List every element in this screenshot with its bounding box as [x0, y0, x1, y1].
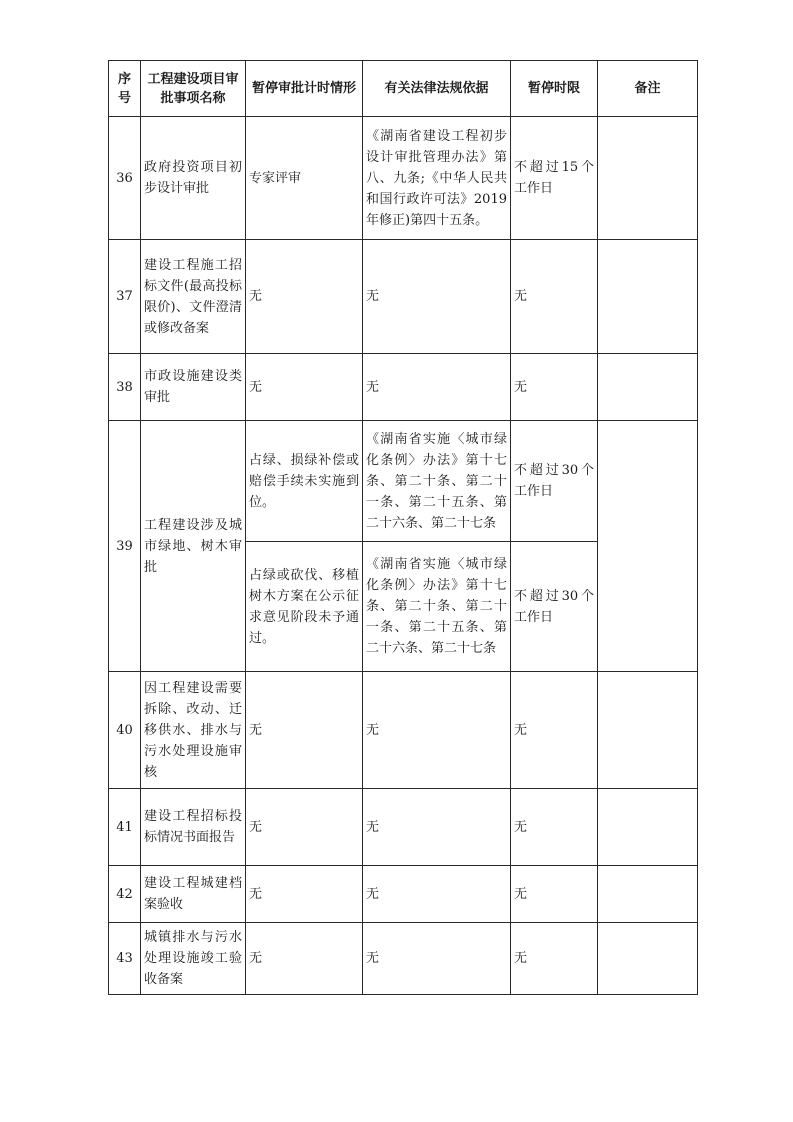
suspension-situation: 无 [246, 866, 363, 923]
legal-basis: 无 [363, 672, 511, 789]
suspension-situation: 专家评审 [246, 117, 363, 240]
time-limit: 无 [511, 866, 598, 923]
suspension-situation: 无 [246, 240, 363, 354]
row-number: 39 [109, 421, 141, 672]
legal-basis: 无 [363, 866, 511, 923]
remarks [598, 866, 698, 923]
item-name: 政府投资项目初步设计审批 [141, 117, 246, 240]
table-row [109, 421, 698, 542]
remarks [598, 923, 698, 995]
table-row [109, 117, 698, 240]
row-number: 40 [109, 672, 141, 789]
table-row [109, 672, 698, 789]
item-name: 城镇排水与污水处理设施竣工验收备案 [141, 923, 246, 995]
time-limit: 无 [511, 789, 598, 866]
time-limit: 不超过30个工作日 [511, 542, 598, 672]
remarks [598, 421, 698, 672]
remarks [598, 789, 698, 866]
suspension-situation: 无 [246, 672, 363, 789]
table-header-row [109, 61, 698, 117]
header-suspension-situation: 暂停审批计时情形 [246, 61, 363, 117]
table-row [109, 866, 698, 923]
table-row [109, 354, 698, 421]
table-row [109, 240, 698, 354]
header-time-limit: 暂停时限 [511, 61, 598, 117]
header-seq: 序号 [109, 61, 141, 117]
legal-basis: 无 [363, 354, 511, 421]
legal-basis: 《湖南省实施〈城市绿化条例〉办法》第十七条、第二十条、第二十一条、第二十五条、第二十六条、第二十七条 [363, 542, 511, 672]
time-limit: 无 [511, 240, 598, 354]
header-item-name: 工程建设项目审批事项名称 [141, 61, 246, 117]
time-limit: 无 [511, 672, 598, 789]
row-number: 36 [109, 117, 141, 240]
remarks [598, 672, 698, 789]
row-number: 37 [109, 240, 141, 354]
suspension-situation: 无 [246, 354, 363, 421]
header-legal-basis: 有关法律法规依据 [363, 61, 511, 117]
row-number: 38 [109, 354, 141, 421]
row-number: 43 [109, 923, 141, 995]
remarks [598, 240, 698, 354]
row-number: 42 [109, 866, 141, 923]
item-name: 建设工程施工招标文件(最高投标限价)、文件澄清或修改备案 [141, 240, 246, 354]
suspension-situation: 无 [246, 789, 363, 866]
item-name: 建设工程招标投标情况书面报告 [141, 789, 246, 866]
suspension-situation: 占绿或砍伐、移植树木方案在公示征求意见阶段未予通过。 [246, 542, 363, 672]
time-limit: 无 [511, 354, 598, 421]
legal-basis: 《湖南省实施〈城市绿化条例〉办法》第十七条、第二十条、第二十一条、第二十五条、第二十六条、第二十七条 [363, 421, 511, 542]
legal-basis: 无 [363, 923, 511, 995]
time-limit: 不超过30个工作日 [511, 421, 598, 542]
approval-suspension-table [108, 60, 698, 995]
table-row [109, 923, 698, 995]
item-name: 因工程建设需要拆除、改动、迁移供水、排水与污水处理设施审核 [141, 672, 246, 789]
suspension-situation: 无 [246, 923, 363, 995]
legal-basis: 无 [363, 789, 511, 866]
item-name: 建设工程城建档案验收 [141, 866, 246, 923]
item-name: 工程建设涉及城市绿地、树木审批 [141, 421, 246, 672]
suspension-situation: 占绿、损绿补偿或赔偿手续未实施到位。 [246, 421, 363, 542]
time-limit: 不超过15个工作日 [511, 117, 598, 240]
item-name: 市政设施建设类审批 [141, 354, 246, 421]
row-number: 41 [109, 789, 141, 866]
remarks [598, 354, 698, 421]
remarks [598, 117, 698, 240]
time-limit: 无 [511, 923, 598, 995]
legal-basis: 无 [363, 240, 511, 354]
header-remarks: 备注 [598, 61, 698, 117]
legal-basis: 《湖南省建设工程初步设计审批管理办法》第八、九条;《中华人民共和国行政许可法》2019年修正)第四十五条。 [363, 117, 511, 240]
table-row [109, 789, 698, 866]
